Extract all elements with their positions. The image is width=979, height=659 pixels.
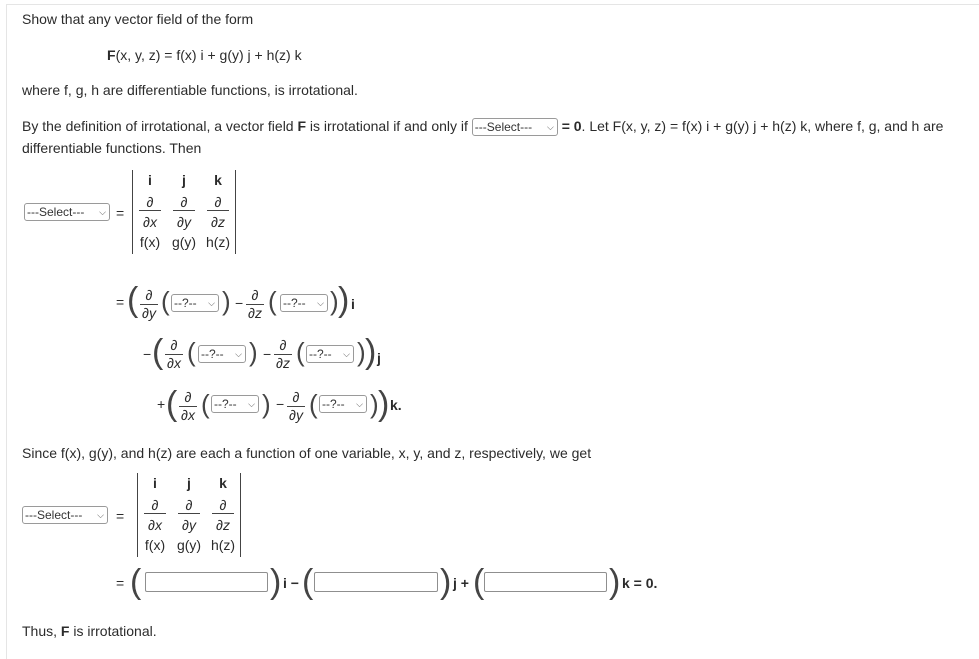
curl-select-2-box[interactable] bbox=[22, 506, 108, 524]
paren-close: ) bbox=[249, 337, 258, 367]
det-i: i bbox=[153, 475, 157, 491]
paren-open: ( bbox=[130, 563, 142, 601]
definition-F: F bbox=[297, 118, 307, 134]
final-unit-i: i − bbox=[283, 575, 299, 591]
definition-text-c: . Let F(x, y, z) = f(x) i + g(y) j + h(z) k, where f, g, and h are bbox=[581, 118, 944, 134]
frac-den: ∂z bbox=[276, 355, 290, 371]
intro-line1: Show that any vector field of the form bbox=[22, 11, 254, 27]
paren-close: ) bbox=[262, 389, 271, 419]
det-partial-y: ∂ bbox=[173, 194, 195, 211]
chevron-down-icon: ⌵ bbox=[356, 398, 363, 409]
frac-den: ∂y bbox=[142, 305, 156, 321]
chevron-down-icon: ⌵ bbox=[248, 398, 255, 409]
equals-sign-2: = bbox=[116, 294, 125, 310]
det-dy: ∂y bbox=[177, 214, 191, 230]
frac-partial-y bbox=[140, 287, 158, 322]
frac-partial-z bbox=[274, 337, 292, 372]
curl-select-1-box[interactable] bbox=[24, 203, 110, 221]
det-dx: ∂x bbox=[143, 214, 157, 230]
determinant-2 bbox=[137, 473, 241, 557]
paren-open: ( bbox=[166, 385, 178, 423]
i-term-select-1[interactable] bbox=[171, 294, 219, 312]
k-term-select-2[interactable] bbox=[319, 395, 367, 413]
i-term-select-2[interactable] bbox=[280, 294, 328, 312]
det-gy: g(y) bbox=[176, 537, 202, 553]
select-label: --?-- bbox=[214, 397, 237, 411]
paren-open: ( bbox=[309, 389, 318, 419]
det-dz: ∂z bbox=[211, 214, 225, 230]
select-label: --?-- bbox=[309, 347, 332, 361]
frac-den: ∂y bbox=[289, 407, 303, 423]
frac-num: ∂ bbox=[246, 287, 264, 305]
frac-num: ∂ bbox=[274, 337, 292, 355]
select-label: ---Select--- bbox=[27, 205, 85, 220]
paren-open: ( bbox=[187, 337, 196, 367]
frac-partial-x bbox=[165, 337, 183, 372]
thus-a: Thus, bbox=[22, 623, 61, 639]
paren-open: ( bbox=[152, 333, 164, 371]
paren-open: ( bbox=[201, 389, 210, 419]
det-dy: ∂y bbox=[182, 517, 196, 533]
definition-line2: differentiable functions. Then bbox=[22, 140, 202, 156]
content-frame bbox=[6, 4, 979, 659]
det-gy: g(y) bbox=[171, 234, 197, 250]
select-label: --?-- bbox=[174, 296, 197, 310]
formula-rest: (x, y, z) = f(x) i + g(y) j + h(z) k bbox=[115, 47, 302, 63]
paren-open: ( bbox=[268, 286, 277, 316]
chevron-down-icon: ⌵ bbox=[317, 297, 324, 308]
det-dx: ∂x bbox=[148, 517, 162, 533]
frac-partial-x bbox=[179, 389, 197, 424]
thus-text bbox=[22, 623, 157, 639]
formula-F: F bbox=[107, 47, 116, 63]
unit-j: j bbox=[377, 350, 381, 366]
frac-partial-z bbox=[246, 287, 264, 322]
det-fx: f(x) bbox=[139, 234, 161, 250]
irrotational-condition-select[interactable] bbox=[472, 118, 558, 136]
frac-den: ∂z bbox=[248, 305, 262, 321]
equals-sign: = bbox=[116, 205, 125, 221]
thus-F: F bbox=[60, 623, 70, 639]
det-j: j bbox=[182, 172, 186, 188]
select-label: --?-- bbox=[322, 397, 345, 411]
det-partial-z: ∂ bbox=[212, 497, 234, 514]
select-label: ---Select--- bbox=[25, 508, 83, 523]
chevron-down-icon: ⌵ bbox=[208, 297, 215, 308]
det-k: k bbox=[214, 172, 222, 188]
paren-close: ) bbox=[270, 563, 282, 601]
det-hz: h(z) bbox=[205, 234, 231, 250]
k-component-input[interactable] bbox=[484, 572, 607, 592]
frac-den: ∂x bbox=[167, 355, 181, 371]
frac-num: ∂ bbox=[287, 389, 305, 407]
paren-open: ( bbox=[302, 563, 314, 601]
select-label: --?-- bbox=[283, 296, 306, 310]
determinant-1 bbox=[132, 170, 236, 254]
paren-close: ) bbox=[357, 337, 366, 367]
select-label: ---Select--- bbox=[474, 120, 533, 135]
det-i: i bbox=[148, 172, 152, 188]
chevron-down-icon: ⌵ bbox=[97, 509, 104, 520]
select-label: --?-- bbox=[201, 347, 224, 361]
frac-den: ∂x bbox=[181, 407, 195, 423]
chevron-down-icon: ⌵ bbox=[235, 348, 242, 359]
minus-sign: − bbox=[235, 295, 244, 311]
minus-sign: − bbox=[276, 396, 285, 412]
j-component-input[interactable] bbox=[314, 572, 438, 592]
i-component-input[interactable] bbox=[145, 572, 268, 592]
det-partial-y: ∂ bbox=[178, 497, 200, 514]
intro-line3: where f, g, h are differentiable functions, is irrotational. bbox=[22, 82, 358, 98]
definition-text-a: By the definition of irrotational, a vector field bbox=[22, 118, 298, 134]
definition-equals-zero: = 0 bbox=[561, 118, 582, 134]
paren-close: ) bbox=[338, 281, 350, 319]
intro-formula bbox=[107, 47, 302, 63]
k-term-select-1[interactable] bbox=[211, 395, 259, 413]
paren-close: ) bbox=[222, 286, 231, 316]
det-j: j bbox=[187, 475, 191, 491]
paren-open: ( bbox=[473, 563, 485, 601]
det-hz: h(z) bbox=[210, 537, 236, 553]
paren-open: ( bbox=[296, 337, 305, 367]
equals-sign: = bbox=[116, 575, 125, 591]
equals-sign: = bbox=[116, 508, 125, 524]
curl-select-2[interactable] bbox=[22, 506, 108, 524]
plus-sign: + bbox=[157, 396, 166, 412]
since-text: Since f(x), g(y), and h(z) are each a function of one variable, x, y, and z, respectively, we get bbox=[22, 445, 592, 461]
unit-i: i bbox=[351, 296, 355, 312]
frac-num: ∂ bbox=[165, 337, 183, 355]
minus-sign: − bbox=[263, 346, 272, 362]
paren-open: ( bbox=[127, 281, 139, 319]
frac-num: ∂ bbox=[179, 389, 197, 407]
det-partial-x: ∂ bbox=[144, 497, 166, 514]
det-partial-z: ∂ bbox=[207, 194, 229, 211]
curl-select-1[interactable] bbox=[24, 203, 110, 221]
chevron-down-icon: ⌵ bbox=[546, 121, 554, 132]
j-term-select-1[interactable] bbox=[198, 345, 246, 363]
det-fx: f(x) bbox=[144, 537, 166, 553]
definition-text-b: is irrotational if and only if bbox=[306, 118, 468, 134]
paren-close: ) bbox=[440, 563, 452, 601]
paren-close: ) bbox=[378, 385, 390, 423]
paren-close: ) bbox=[365, 333, 377, 371]
frac-partial-y bbox=[287, 389, 305, 424]
paren-close: ) bbox=[370, 389, 379, 419]
det-dz: ∂z bbox=[216, 517, 230, 533]
final-unit-j: j + bbox=[453, 575, 469, 591]
paren-close: ) bbox=[609, 563, 621, 601]
unit-k: k. bbox=[390, 397, 402, 413]
det-partial-x: ∂ bbox=[139, 194, 161, 211]
frac-num: ∂ bbox=[140, 287, 158, 305]
paren-open: ( bbox=[161, 286, 170, 316]
thus-b: is irrotational. bbox=[69, 623, 157, 639]
definition-line1 bbox=[22, 118, 943, 136]
final-unit-k: k = 0. bbox=[622, 575, 658, 591]
j-term-select-2[interactable] bbox=[306, 345, 354, 363]
chevron-down-icon: ⌵ bbox=[99, 206, 106, 217]
paren-close: ) bbox=[330, 286, 339, 316]
minus-sign: − bbox=[143, 346, 152, 362]
chevron-down-icon: ⌵ bbox=[343, 348, 350, 359]
det-k: k bbox=[219, 475, 227, 491]
